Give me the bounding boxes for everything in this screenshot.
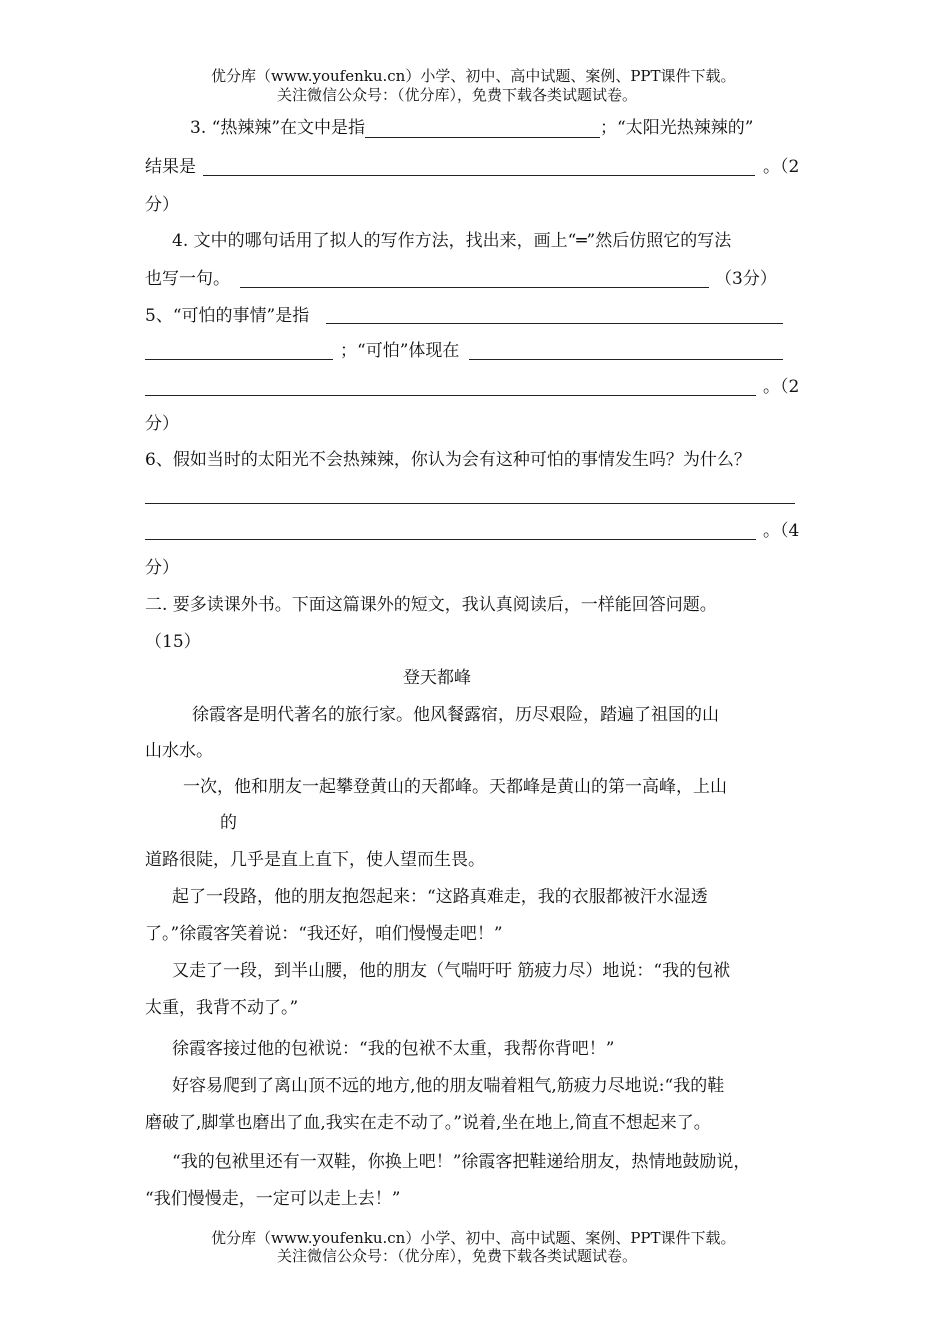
header-line-2: 关注微信公众号：（优分库），免费下载各类试题试卷。 bbox=[277, 86, 638, 104]
passage-p7-line2: “我们慢慢走，一定可以走上去！” bbox=[145, 1189, 401, 1209]
passage-p4-line1: 又走了一段，到半山腰，他的朋友（气喘吁吁 筋疲力尽）地说：“我的包袱 bbox=[172, 961, 731, 981]
q5-prompt-2: ；“可怕”体现在 bbox=[340, 341, 460, 361]
q5-prompt: 5、“可怕的事情”是指 bbox=[145, 306, 310, 326]
q3-prompt: 3. “热辣辣”在文中是指 bbox=[190, 118, 366, 138]
q4-prompt: 4. 文中的哪句话用了拟人的写作方法，找出来，画上“═”然后仿照它的写法 bbox=[172, 231, 732, 251]
passage-p2-line3: 道路很陡，几乎是直上直下，使人望而生畏。 bbox=[145, 850, 485, 870]
part2-score: （15） bbox=[145, 632, 201, 652]
q6-score: 。（4 bbox=[763, 521, 800, 541]
q5-score-unit: 分） bbox=[145, 414, 179, 434]
q6-prompt: 6、假如当时的太阳光不会热辣辣，你认为会有这种可怕的事情发生吗？为什么？ bbox=[145, 450, 751, 470]
q3-prompt-2: ；“太阳光热辣辣的” bbox=[600, 118, 754, 138]
passage-p5: 徐霞客接过他的包袱说：“我的包袱不太重，我帮你背吧！” bbox=[172, 1039, 615, 1059]
q5-answer-blank-4[interactable] bbox=[145, 395, 756, 396]
header-line-1: 优分库（www.youfenku.cn）小学、初中、高中试题、案例、PPT课件下载。 bbox=[211, 67, 736, 85]
q4-answer-blank[interactable] bbox=[240, 287, 709, 288]
part2-intro: 二. 要多读课外书。下面这篇课外的短文，我认真阅读后，一样能回答问题。 bbox=[145, 595, 717, 615]
q3-answer-blank-2[interactable] bbox=[203, 175, 755, 176]
passage-p6-line1: 好容易爬到了离山顶不远的地方,他的朋友喘着粗气,筋疲力尽地说:“我的鞋 bbox=[172, 1076, 725, 1096]
passage-p4-line2: 太重，我背不动了。” bbox=[145, 998, 299, 1018]
passage-p3-line1: 起了一段路，他的朋友抱怨起来：“这路真难走，我的衣服都被汗水湿透 bbox=[172, 887, 708, 907]
q3-result: 结果是 bbox=[145, 157, 196, 177]
q5-answer-blank-3[interactable] bbox=[469, 359, 783, 360]
q3-score-unit: 分） bbox=[145, 195, 179, 215]
q5-answer-blank-2[interactable] bbox=[145, 359, 333, 360]
passage-p3-line2: 了。”徐霞客笑着说：“我还好，咱们慢慢走吧！” bbox=[145, 924, 503, 944]
passage-p2-line1: 一次，他和朋友一起攀登黄山的天都峰。天都峰是黄山的第一高峰，上山 bbox=[183, 777, 727, 797]
q6-answer-blank-2[interactable] bbox=[145, 539, 756, 540]
passage-title: 登天都峰 bbox=[403, 668, 471, 688]
passage-p2-line2: 的 bbox=[220, 813, 237, 833]
q4-prompt-2: 也写一句。 bbox=[145, 269, 230, 289]
q5-score: 。（2 bbox=[763, 377, 800, 397]
passage-p1-line1: 徐霞客是明代著名的旅行家。他风餐露宿，历尽艰险，踏遍了祖国的山 bbox=[192, 705, 719, 725]
footer-line-2: 关注微信公众号：（优分库），免费下载各类试题试卷。 bbox=[277, 1247, 638, 1265]
q3-text bbox=[190, 118, 753, 138]
passage-p6-line2: 磨破了,脚掌也磨出了血,我实在走不动了。”说着,坐在地上,简直不想起来了。 bbox=[145, 1113, 711, 1133]
passage-p7-line1: “我的包袱里还有一双鞋，你换上吧！”徐霞客把鞋递给朋友，热情地鼓励说， bbox=[172, 1152, 751, 1172]
footer-line-1: 优分库（www.youfenku.cn）小学、初中、高中试题、案例、PPT课件下载。 bbox=[211, 1229, 736, 1247]
q5-answer-blank-1[interactable] bbox=[326, 323, 783, 324]
q4-score: （3分） bbox=[715, 269, 777, 289]
q6-score-unit: 分） bbox=[145, 558, 179, 578]
q6-answer-blank-1[interactable] bbox=[145, 503, 795, 504]
passage-p1-line2: 山水水。 bbox=[145, 741, 213, 761]
q3-answer-blank-1[interactable] bbox=[365, 119, 600, 138]
q3-score: 。（2 bbox=[763, 157, 800, 177]
